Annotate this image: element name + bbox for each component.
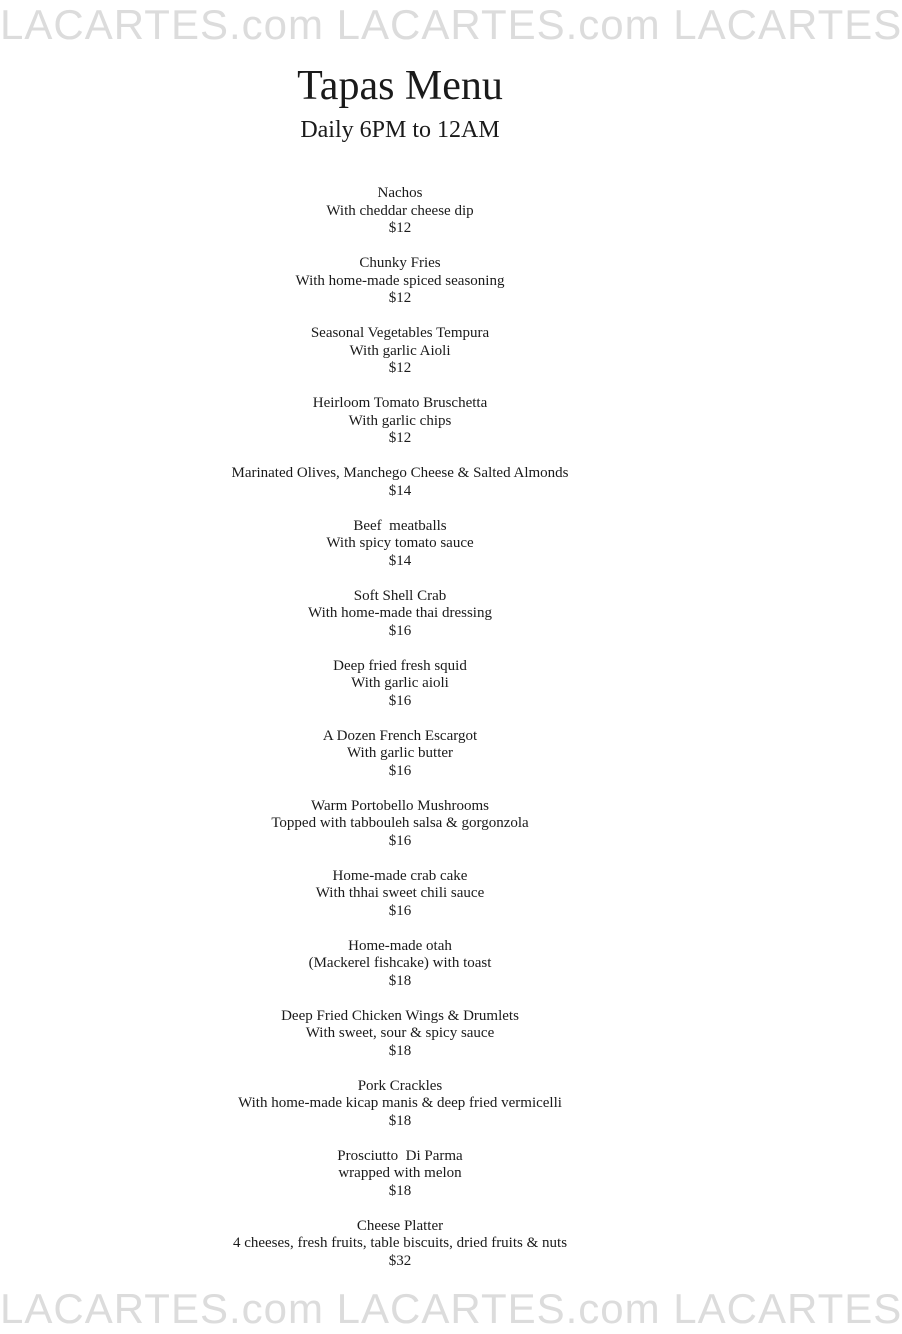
item-name: Chunky Fries: [359, 255, 441, 271]
menu-item: [0, 255, 800, 308]
item-name: Pork Crackles: [357, 1077, 443, 1094]
menu-item: [0, 1008, 800, 1061]
item-description: With home-made thai dressing: [308, 605, 492, 621]
item-price: $16: [388, 692, 412, 709]
item-price: $32: [388, 1252, 412, 1269]
item-description: With home-made kicap manis & deep fried vermicelli: [238, 1095, 562, 1111]
item-description: Topped with tabbouleh salsa & gorgonzola: [271, 815, 529, 831]
item-name: Beef meatballs: [353, 517, 447, 534]
item-description: With home-made spiced seasoning: [295, 272, 505, 289]
item-name: Home-made otah: [348, 937, 452, 954]
menu-item: [0, 185, 800, 238]
menu-item: [0, 728, 800, 781]
item-price: $14: [388, 482, 412, 499]
item-description: wrapped with melon: [338, 1165, 462, 1181]
item-description: With garlic Aioli: [349, 342, 451, 359]
item-name: Seasonal Vegetables Tempura: [310, 325, 490, 341]
item-price: $14: [388, 552, 412, 569]
item-price: $16: [388, 622, 412, 639]
item-description: 4 cheeses, fresh fruits, table biscuits, dried fruits & nuts: [232, 1235, 568, 1251]
item-description: (Mackerel fishcake) with toast: [308, 955, 492, 971]
menu-item: [0, 1148, 800, 1201]
item-price: $18: [388, 1042, 412, 1059]
item-price: $18: [388, 972, 412, 989]
item-price: $12: [388, 360, 412, 376]
item-price: $12: [388, 220, 412, 236]
item-description: With thhai sweet chili sauce: [315, 885, 485, 901]
menu-list: [0, 185, 800, 1288]
menu-item: [0, 518, 800, 571]
item-name: Deep fried fresh squid: [333, 657, 467, 674]
item-name: Warm Portobello Mushrooms: [311, 797, 489, 814]
watermark-bottom: LACARTES.com LACARTES.com LACARTES: [0, 1285, 902, 1332]
item-name: Home-made crab cake: [332, 867, 468, 884]
item-name: Prosciutto Di Parma: [337, 1147, 463, 1164]
item-name: Heirloom Tomato Bruschetta: [312, 395, 488, 411]
item-description: With garlic butter: [346, 745, 454, 761]
item-description: With spicy tomato sauce: [326, 535, 474, 551]
item-name: Nachos: [377, 185, 423, 201]
menu-item: [0, 868, 800, 921]
menu-item: [0, 1218, 800, 1271]
item-name: Deep Fried Chicken Wings & Drumlets: [281, 1007, 519, 1024]
item-name: Cheese Platter: [356, 1217, 444, 1234]
menu-item: [0, 325, 800, 378]
item-description: With cheddar cheese dip: [326, 202, 474, 219]
item-description: With sweet, sour & spicy sauce: [305, 1025, 495, 1041]
item-description: With garlic chips: [348, 412, 452, 429]
watermark-top: LACARTES.com LACARTES.com LACARTES: [0, 1, 902, 48]
item-price: $16: [388, 902, 412, 919]
item-name: Marinated Olives, Manchego Cheese & Salted Almonds: [231, 465, 569, 481]
page-subtitle: Daily 6PM to 12AM: [300, 117, 500, 143]
item-description: With garlic aioli: [351, 675, 449, 691]
item-price: $16: [388, 762, 412, 779]
menu-item: [0, 1078, 800, 1131]
menu-item: [0, 465, 800, 500]
item-name: Soft Shell Crab: [353, 587, 447, 604]
menu-item: [0, 798, 800, 851]
item-name: A Dozen French Escargot: [322, 727, 478, 744]
item-price: $18: [388, 1182, 412, 1199]
menu-item: [0, 395, 800, 448]
item-price: $12: [388, 430, 412, 446]
menu-item: [0, 938, 800, 991]
menu-item: [0, 658, 800, 711]
item-price: $18: [388, 1112, 412, 1129]
item-price: $16: [388, 832, 412, 849]
page-title: Tapas Menu: [297, 63, 503, 109]
menu-item: [0, 588, 800, 641]
item-price: $12: [388, 290, 412, 306]
